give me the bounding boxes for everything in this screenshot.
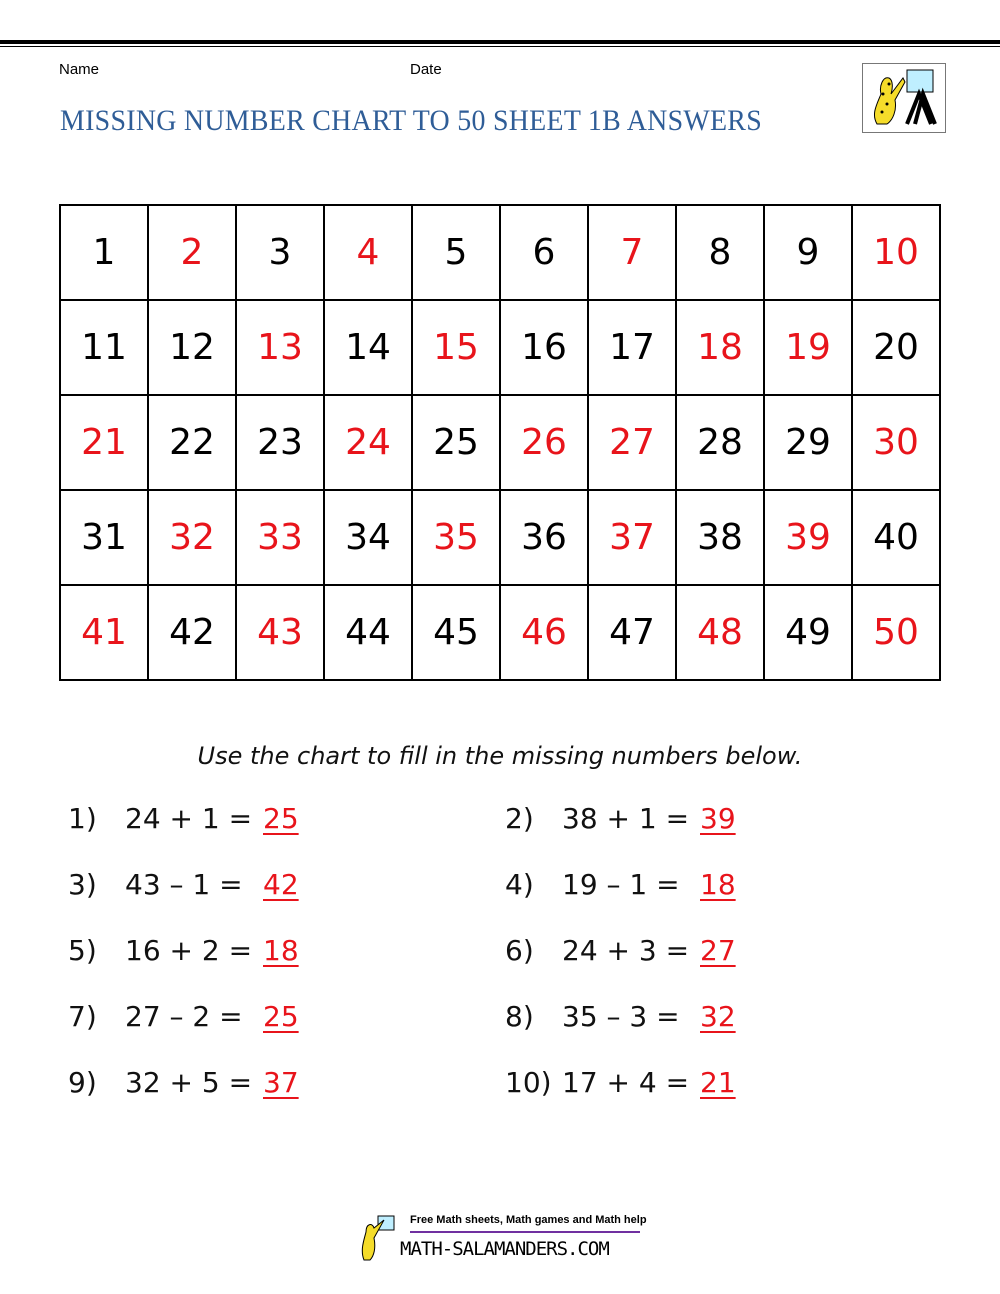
- chart-cell: 24: [324, 395, 412, 490]
- question-answer: 27: [700, 934, 736, 967]
- chart-cell: 27: [588, 395, 676, 490]
- header-rule: [0, 40, 1000, 44]
- question-expression: 24 + 1 =: [125, 802, 253, 835]
- chart-cell: 10: [852, 205, 940, 300]
- chart-cell: 25: [412, 395, 500, 490]
- question-item: [505, 802, 736, 835]
- chart-cell: 23: [236, 395, 324, 490]
- chart-cell: 29: [764, 395, 852, 490]
- chart-cell: 34: [324, 490, 412, 585]
- question-answer: 37: [263, 1066, 299, 1099]
- question-item: [505, 1000, 736, 1033]
- chart-cell: 47: [588, 585, 676, 680]
- question-answer: 18: [700, 868, 736, 901]
- question-number: 5): [68, 934, 97, 967]
- chart-cell: 7: [588, 205, 676, 300]
- question-item: [68, 1000, 299, 1033]
- question-number: 4): [505, 868, 534, 901]
- question-item: [68, 1066, 299, 1099]
- chart-cell: 38: [676, 490, 764, 585]
- question-number: 2): [505, 802, 534, 835]
- chart-cell: 32: [148, 490, 236, 585]
- name-label: Name: [59, 61, 100, 78]
- question-item: [68, 802, 299, 835]
- chart-cell: 40: [852, 490, 940, 585]
- chart-cell: 42: [148, 585, 236, 680]
- salamander-footer-icon: [356, 1214, 396, 1262]
- chart-cell: 28: [676, 395, 764, 490]
- chart-cell: 22: [148, 395, 236, 490]
- chart-cell: 4: [324, 205, 412, 300]
- question-expression: 16 + 2 =: [125, 934, 253, 967]
- question-number: 1): [68, 802, 97, 835]
- chart-row: [60, 300, 940, 395]
- question-item: [505, 1066, 736, 1099]
- question-item: [68, 934, 299, 967]
- chart-row: [60, 585, 940, 680]
- question-number: 10): [505, 1066, 552, 1099]
- chart-cell: 15: [412, 300, 500, 395]
- chart-cell: 31: [60, 490, 148, 585]
- chart-cell: 14: [324, 300, 412, 395]
- chart-cell: 36: [500, 490, 588, 585]
- chart-cell: 33: [236, 490, 324, 585]
- question-answer: 25: [263, 1000, 299, 1033]
- chart-cell: 19: [764, 300, 852, 395]
- chart-cell: 43: [236, 585, 324, 680]
- chart-cell: 13: [236, 300, 324, 395]
- question-expression: 43 – 1 =: [125, 868, 243, 901]
- question-item: [505, 868, 736, 901]
- chart-cell: 11: [60, 300, 148, 395]
- chart-cell: 21: [60, 395, 148, 490]
- chart-cell: 20: [852, 300, 940, 395]
- chart-cell: 30: [852, 395, 940, 490]
- chart-row: [60, 205, 940, 300]
- chart-cell: 26: [500, 395, 588, 490]
- question-answer: 42: [263, 868, 299, 901]
- footer-divider: [410, 1231, 640, 1233]
- chart-row: [60, 395, 940, 490]
- chart-cell: 2: [148, 205, 236, 300]
- question-expression: 17 + 4 =: [562, 1066, 690, 1099]
- question-item: [68, 868, 299, 901]
- footer-tagline: Free Math sheets, Math games and Math help: [410, 1214, 647, 1226]
- question-number: 9): [68, 1066, 97, 1099]
- footer-logo: [356, 1212, 656, 1266]
- question-item: [505, 934, 736, 967]
- chart-cell: 9: [764, 205, 852, 300]
- chart-cell: 39: [764, 490, 852, 585]
- salamander-logo-icon: [862, 63, 946, 133]
- question-number: 8): [505, 1000, 534, 1033]
- question-number: 6): [505, 934, 534, 967]
- question-expression: 38 + 1 =: [562, 802, 690, 835]
- question-answer: 39: [700, 802, 736, 835]
- chart-cell: 1: [60, 205, 148, 300]
- instructions: Use the chart to fill in the missing numbers below.: [197, 742, 803, 770]
- question-number: 7): [68, 1000, 97, 1033]
- chart-cell: 50: [852, 585, 940, 680]
- chart-cell: 35: [412, 490, 500, 585]
- chart-cell: 44: [324, 585, 412, 680]
- chart-cell: 12: [148, 300, 236, 395]
- chart-row: [60, 490, 940, 585]
- chart-cell: 3: [236, 205, 324, 300]
- question-answer: 21: [700, 1066, 736, 1099]
- chart-cell: 37: [588, 490, 676, 585]
- question-answer: 18: [263, 934, 299, 967]
- question-answer: 32: [700, 1000, 736, 1033]
- date-label: Date: [410, 61, 442, 78]
- number-chart: [59, 204, 941, 681]
- chart-cell: 41: [60, 585, 148, 680]
- header-rule-thin: [0, 46, 1000, 47]
- chart-cell: 6: [500, 205, 588, 300]
- chart-cell: 16: [500, 300, 588, 395]
- question-expression: 32 + 5 =: [125, 1066, 253, 1099]
- chart-cell: 46: [500, 585, 588, 680]
- chart-cell: 49: [764, 585, 852, 680]
- page-title: MISSING NUMBER CHART TO 50 SHEET 1B ANSWERS: [60, 104, 763, 137]
- footer-site-name: MATH-SALAMANDERS.COM: [400, 1238, 609, 1260]
- question-expression: 24 + 3 =: [562, 934, 690, 967]
- chart-cell: 45: [412, 585, 500, 680]
- chart-cell: 8: [676, 205, 764, 300]
- chart-cell: 18: [676, 300, 764, 395]
- chart-cell: 48: [676, 585, 764, 680]
- question-answer: 25: [263, 802, 299, 835]
- question-expression: 35 – 3 =: [562, 1000, 680, 1033]
- question-expression: 19 – 1 =: [562, 868, 680, 901]
- question-expression: 27 – 2 =: [125, 1000, 243, 1033]
- question-number: 3): [68, 868, 97, 901]
- chart-cell: 17: [588, 300, 676, 395]
- chart-cell: 5: [412, 205, 500, 300]
